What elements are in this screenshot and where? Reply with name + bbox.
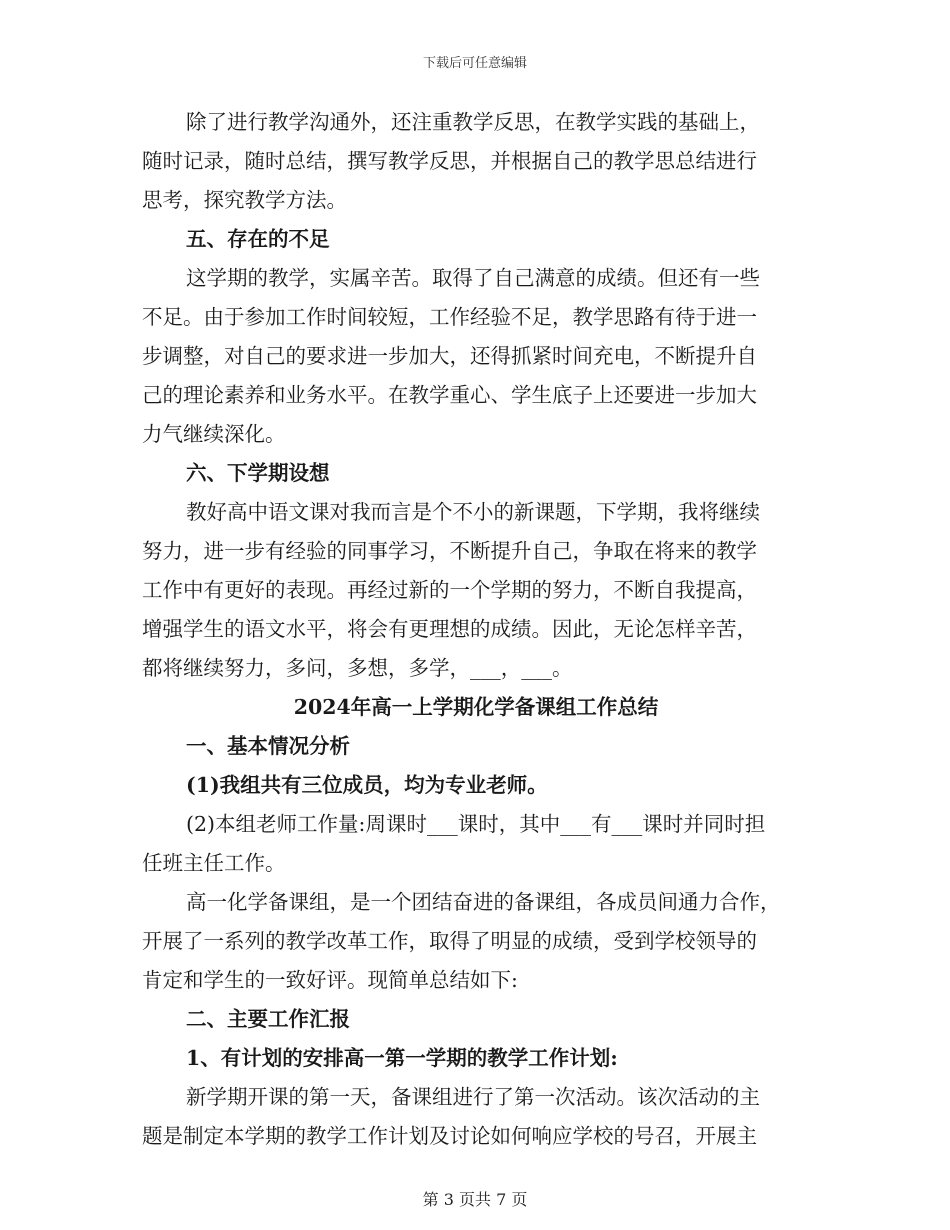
paragraph-line: 力气继续深化。: [142, 422, 286, 446]
paragraph-line: 开展了一系列的教学改革工作，取得了明显的成绩，受到学校领导的: [142, 929, 757, 953]
page-footer: 第 3 页共 7 页: [422, 1190, 528, 1209]
page-header: 下载后可任意编辑: [422, 56, 527, 71]
paragraph-line: 肯定和学生的一致好评。现简单总结如下:: [142, 968, 518, 992]
paragraph-line: 思考，探究教学方法。: [142, 188, 347, 212]
paragraph-line: 教好高中语文课对我而言是个不小的新课题，下学期，我将继续: [186, 500, 760, 524]
section-heading: 六、下学期设想: [186, 461, 330, 485]
paragraph-line: 努力，进一步有经验的同事学习，不断提升自己，争取在将来的教学: [142, 539, 757, 563]
paragraph-line: 步调整，对自己的要求进一步加大，还得抓紧时间充电，不断提升自: [142, 344, 757, 368]
paragraph-line: 题是制定本学期的教学工作计划及讨论如何响应学校的号召，开展主: [142, 1124, 757, 1148]
document-body: [142, 103, 810, 1156]
document-title: 2024年高一上学期化学备课组工作总结: [293, 695, 659, 719]
section-heading: 1、有计划的安排高一第一学期的教学工作计划:: [186, 1046, 618, 1070]
section-heading: (1)我组共有三位成员，均为专业老师。: [186, 773, 548, 797]
section-heading: 二、主要工作汇报: [186, 1007, 350, 1031]
paragraph-line: 任班主任工作。: [142, 851, 286, 875]
paragraph-line: 工作中有更好的表现。再经过新的一个学期的努力，不断自我提高，: [142, 578, 757, 602]
paragraph-line: 这学期的教学，实属辛苦。取得了自己满意的成绩。但还有一些: [186, 266, 760, 290]
section-heading: 五、存在的不足: [186, 227, 330, 251]
paragraph-line: 增强学生的语文水平，将会有更理想的成绩。因此，无论怎样辛苦，: [142, 617, 757, 641]
paragraph-line: 不足。由于参加工作时间较短，工作经验不足，教学思路有待于进一: [142, 305, 757, 329]
paragraph-line: 都将继续努力，多问，多想，多学，___，___。: [142, 656, 573, 680]
paragraph-line: 己的理论素养和业务水平。在教学重心、学生底子上还要进一步加大: [142, 383, 757, 407]
section-heading: 一、基本情况分析: [186, 734, 350, 758]
paragraph-line: 除了进行教学沟通外，还注重教学反思，在教学实践的基础上，: [186, 110, 760, 134]
paragraph-line: (2)本组老师工作量:周课时___课时，其中___有___课时并同时担: [186, 812, 766, 836]
paragraph-line: 新学期开课的第一天，备课组进行了第一次活动。该次活动的主: [186, 1085, 760, 1109]
paragraph-line: 随时记录，随时总结，撰写教学反思，并根据自己的教学思总结进行: [142, 149, 757, 173]
paragraph-line: 高一化学备课组，是一个团结奋进的备课组，各成员间通力合作，: [186, 890, 781, 914]
